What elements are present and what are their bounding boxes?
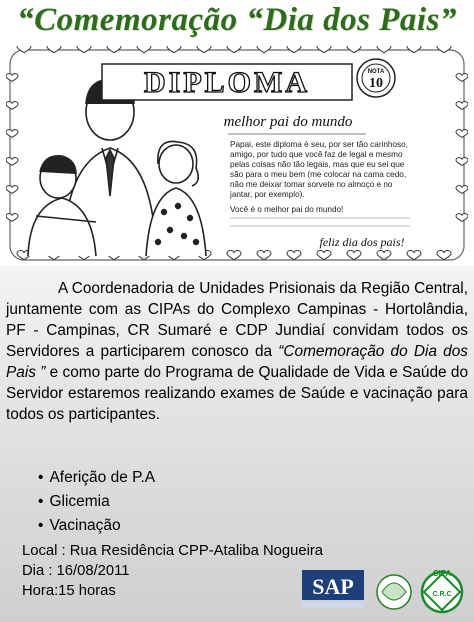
page-title: “Comemoração “Dia dos Pais”: [17, 2, 457, 38]
crc-seal-icon: [377, 575, 411, 609]
list-item: • Vacinação: [38, 514, 155, 538]
heart-icon: [407, 46, 421, 53]
list-item: • Glicemia: [38, 490, 155, 514]
family-drawing: [28, 80, 206, 256]
heart-icon: [287, 46, 301, 53]
diploma-body-line: não me deixar tomar sorvete no almoço e no: [230, 180, 393, 189]
heart-icon: [456, 102, 468, 110]
heart-icon: [317, 46, 331, 53]
heart-icon: [6, 74, 18, 82]
badge-icon: [357, 59, 395, 97]
badge-number: 10: [369, 76, 383, 91]
invitation-message: [6, 278, 468, 425]
heart-icon: [456, 214, 468, 222]
sap-logo-text: SAP: [312, 574, 354, 599]
sap-logo: [302, 570, 364, 608]
diploma-body: [229, 140, 408, 214]
heart-icon: [456, 158, 468, 166]
cipa-logo-text: CIPA: [432, 569, 452, 578]
heart-icon: [456, 186, 468, 194]
heart-icon: [407, 251, 421, 261]
heart-icon: [257, 251, 271, 261]
heart-icon: [47, 46, 61, 53]
event-location: Local : Rua Residência CPP-Ataliba Nogueira: [22, 543, 324, 559]
heart-icon: [6, 186, 18, 194]
badge-label: NOTA: [367, 69, 385, 75]
diploma-signature: feliz dia dos pais!: [319, 235, 405, 249]
message-part-2: e como parte do Programa de Qualidade de Vida e Saúde do Servidor estaremos realizando exames de Saúde e vacinação para todos os participantes.: [6, 364, 468, 423]
heart-icon: [456, 74, 468, 82]
diploma-heading: DIPLOMA: [144, 66, 310, 99]
logos-area: [302, 566, 468, 614]
heart-icon: [167, 46, 181, 53]
heart-icon: [377, 251, 391, 261]
heart-icon: [77, 46, 91, 53]
heart-icon: [6, 102, 18, 110]
heart-icon: [347, 251, 361, 261]
heart-icon: [377, 46, 391, 53]
heart-icon: [257, 46, 271, 53]
heart-icon: [347, 46, 361, 53]
cipa-logo: [422, 569, 462, 612]
list-item: • Aferição de P.A: [38, 466, 155, 490]
heart-icon: [287, 251, 301, 261]
heart-icon: [17, 46, 31, 53]
event-details: [22, 541, 323, 601]
heart-icon: [197, 46, 211, 53]
heart-icon: [6, 158, 18, 166]
heart-icon: [137, 46, 151, 53]
diploma-closing: Você é o melhor pai do mundo!: [230, 205, 344, 214]
services-list: [38, 466, 155, 538]
heart-icon: [317, 251, 331, 261]
heart-icon: [437, 46, 451, 53]
diploma-illustration: [6, 46, 468, 264]
diploma-body-line: Papai, este diploma é seu, por ser tão carinhoso,: [230, 140, 408, 149]
event-date: Dia : 16/08/2011: [22, 563, 130, 579]
diploma-body-line: amigo, por tudo que você faz de legal e mesmo: [230, 150, 403, 159]
diploma-banner: [102, 64, 352, 100]
heart-icon: [6, 130, 18, 138]
heart-icon: [227, 251, 241, 261]
heart-icon: [456, 130, 468, 138]
event-name: “Comemoração do Dia dos Pais ”: [6, 343, 468, 381]
heart-icon: [107, 46, 121, 53]
event-time: Hora:15 horas: [22, 583, 116, 599]
crc-logo-text: C.R.C: [432, 591, 452, 598]
diploma-subtitle: melhor pai do mundo: [223, 114, 353, 130]
diploma-body-line: pelas coisas não tão legais, mas que eu sei que: [230, 160, 405, 169]
heart-icon: [437, 251, 451, 261]
diploma-body-line: são para o meu bem (me colocar na cama cedo,: [230, 170, 407, 179]
heart-icon: [227, 46, 241, 53]
heart-icon: [6, 214, 18, 222]
diploma-body-line: jantar, por exemplo).: [230, 190, 305, 199]
message-part-1: A Coordenadoria de Unidades Prisionais da Região Central, juntamente com as CIPAs do Complexo Campinas - Hortolândia, PF - Campinas, CR Sumaré e CDP Jundiaí convidam todos os Servidores a participarem conosco da: [6, 280, 468, 360]
